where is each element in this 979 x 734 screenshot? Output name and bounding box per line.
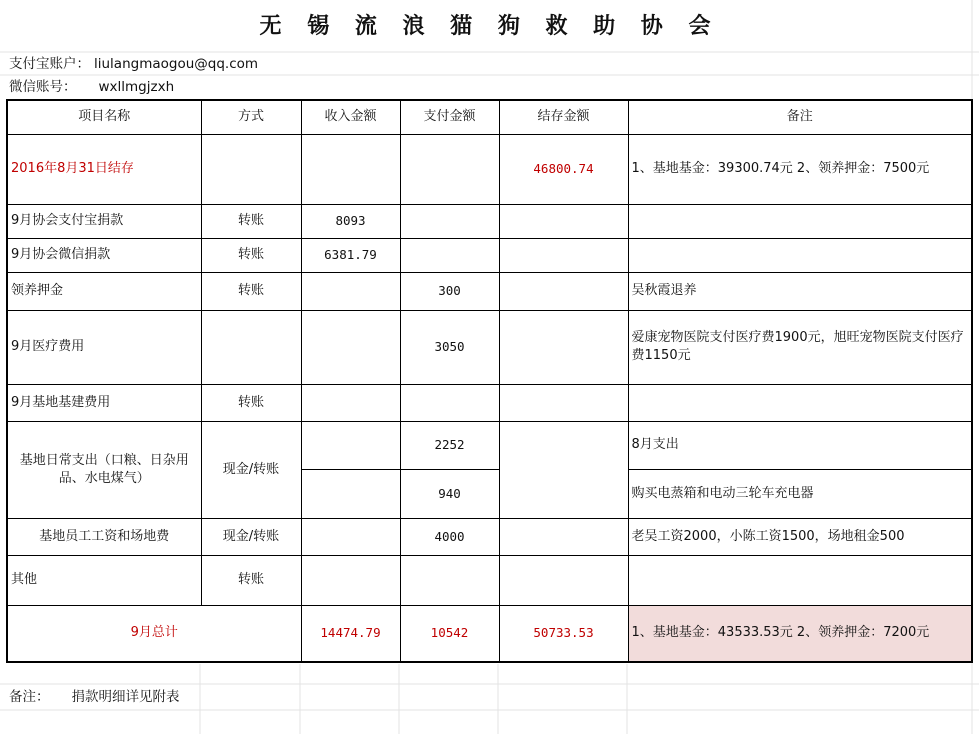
cell-remark: 购买电蒸箱和电动三轮车充电器 — [628, 469, 972, 518]
cell-method: 现金/转账 — [201, 421, 301, 518]
cell-remark: 老吴工资2000，小陈工资1500，场地租金500 — [628, 518, 972, 555]
table-row-wages — [7, 518, 972, 555]
cell-method: 转账 — [201, 555, 301, 605]
cell-name: 基地员工工资和场地费 — [7, 518, 201, 555]
cell-income — [301, 555, 400, 605]
cell-method: 现金/转账 — [201, 518, 301, 555]
cell-income: 8093 — [301, 204, 400, 238]
wechat-label: 微信账号： — [9, 79, 77, 95]
footnote-label: 备注： — [9, 689, 50, 705]
cell-remark: 8月支出 — [628, 421, 972, 469]
cell-expense: 10542 — [400, 605, 499, 662]
cell-remark — [628, 238, 972, 272]
cell-name: 9月协会支付宝捐款 — [7, 204, 201, 238]
table-row-deposit — [7, 272, 972, 310]
cell-method: 转账 — [201, 272, 301, 310]
cell-income — [301, 272, 400, 310]
table-row-medical — [7, 310, 972, 384]
cell-income — [301, 134, 400, 204]
cell-remark: 爱康宠物医院支付医疗费1900元，旭旺宠物医院支付医疗费1150元 — [628, 310, 972, 384]
cell-balance — [499, 310, 628, 384]
cell-balance — [499, 555, 628, 605]
cell-remark: 1、基地基金：39300.74元 2、领养押金：7500元 — [628, 134, 972, 204]
cell-name: 9月协会微信捐款 — [7, 238, 201, 272]
cell-income — [301, 518, 400, 555]
header-row — [7, 100, 972, 134]
cell-name: 其他 — [7, 555, 201, 605]
finance-table — [6, 99, 973, 663]
header-name: 项目名称 — [7, 100, 201, 134]
cell-balance — [499, 238, 628, 272]
cell-balance — [499, 272, 628, 310]
table-row-other — [7, 555, 972, 605]
alipay-label: 支付宝账户： — [9, 56, 90, 72]
cell-balance — [499, 384, 628, 421]
cell-method — [201, 310, 301, 384]
cell-expense: 300 — [400, 272, 499, 310]
header-income: 收入金额 — [301, 100, 400, 134]
cell-balance — [499, 421, 628, 518]
cell-name: 领养押金 — [7, 272, 201, 310]
page-title: 无 锡 流 浪 猫 狗 救 助 协 会 — [259, 13, 720, 39]
cell-remark — [628, 204, 972, 238]
cell-expense: 940 — [400, 469, 499, 518]
table-row-total — [7, 605, 972, 662]
cell-name: 9月基地基建费用 — [7, 384, 201, 421]
cell-remark: 1、基地基金：43533.53元 2、领养押金：7200元 — [628, 605, 972, 662]
cell-name: 9月总计 — [7, 605, 301, 662]
header-remark: 备注 — [628, 100, 972, 134]
cell-expense — [400, 204, 499, 238]
cell-remark — [628, 555, 972, 605]
cell-remark: 吴秋霞退养 — [628, 272, 972, 310]
cell-expense: 3050 — [400, 310, 499, 384]
cell-balance: 46800.74 — [499, 134, 628, 204]
footnote — [9, 687, 180, 707]
cell-method: 转账 — [201, 384, 301, 421]
wechat-value: wxllmgjzxh — [98, 79, 175, 95]
cell-remark — [628, 384, 972, 421]
cell-income: 6381.79 — [301, 238, 400, 272]
cell-name: 9月医疗费用 — [7, 310, 201, 384]
header-expense: 支付金额 — [400, 100, 499, 134]
table-row-alipay-donation — [7, 204, 972, 238]
cell-expense: 2252 — [400, 421, 499, 469]
cell-balance — [499, 204, 628, 238]
cell-expense: 4000 — [400, 518, 499, 555]
footnote-value: 捐款明细详见附表 — [71, 689, 180, 705]
header-method: 方式 — [201, 100, 301, 134]
cell-method — [201, 134, 301, 204]
table-row-construction — [7, 384, 972, 421]
cell-expense — [400, 555, 499, 605]
cell-income — [301, 421, 400, 469]
cell-income: 14474.79 — [301, 605, 400, 662]
alipay-account — [9, 54, 258, 74]
table-row-wechat-donation — [7, 238, 972, 272]
table-row-balance — [7, 134, 972, 204]
header-balance: 结存金额 — [499, 100, 628, 134]
alipay-value: liulangmaogou@qq.com — [94, 56, 259, 72]
cell-income — [301, 310, 400, 384]
cell-name: 基地日常支出（口粮、日杂用品、水电煤气） — [7, 421, 201, 518]
cell-income — [301, 384, 400, 421]
cell-balance — [499, 518, 628, 555]
cell-balance: 50733.53 — [499, 605, 628, 662]
table-row-daily-1 — [7, 421, 972, 469]
wechat-account — [9, 77, 174, 97]
cell-income — [301, 469, 400, 518]
cell-expense — [400, 134, 499, 204]
cell-method: 转账 — [201, 238, 301, 272]
cell-name: 2016年8月31日结存 — [7, 134, 201, 204]
cell-expense — [400, 238, 499, 272]
cell-expense — [400, 384, 499, 421]
cell-method: 转账 — [201, 204, 301, 238]
